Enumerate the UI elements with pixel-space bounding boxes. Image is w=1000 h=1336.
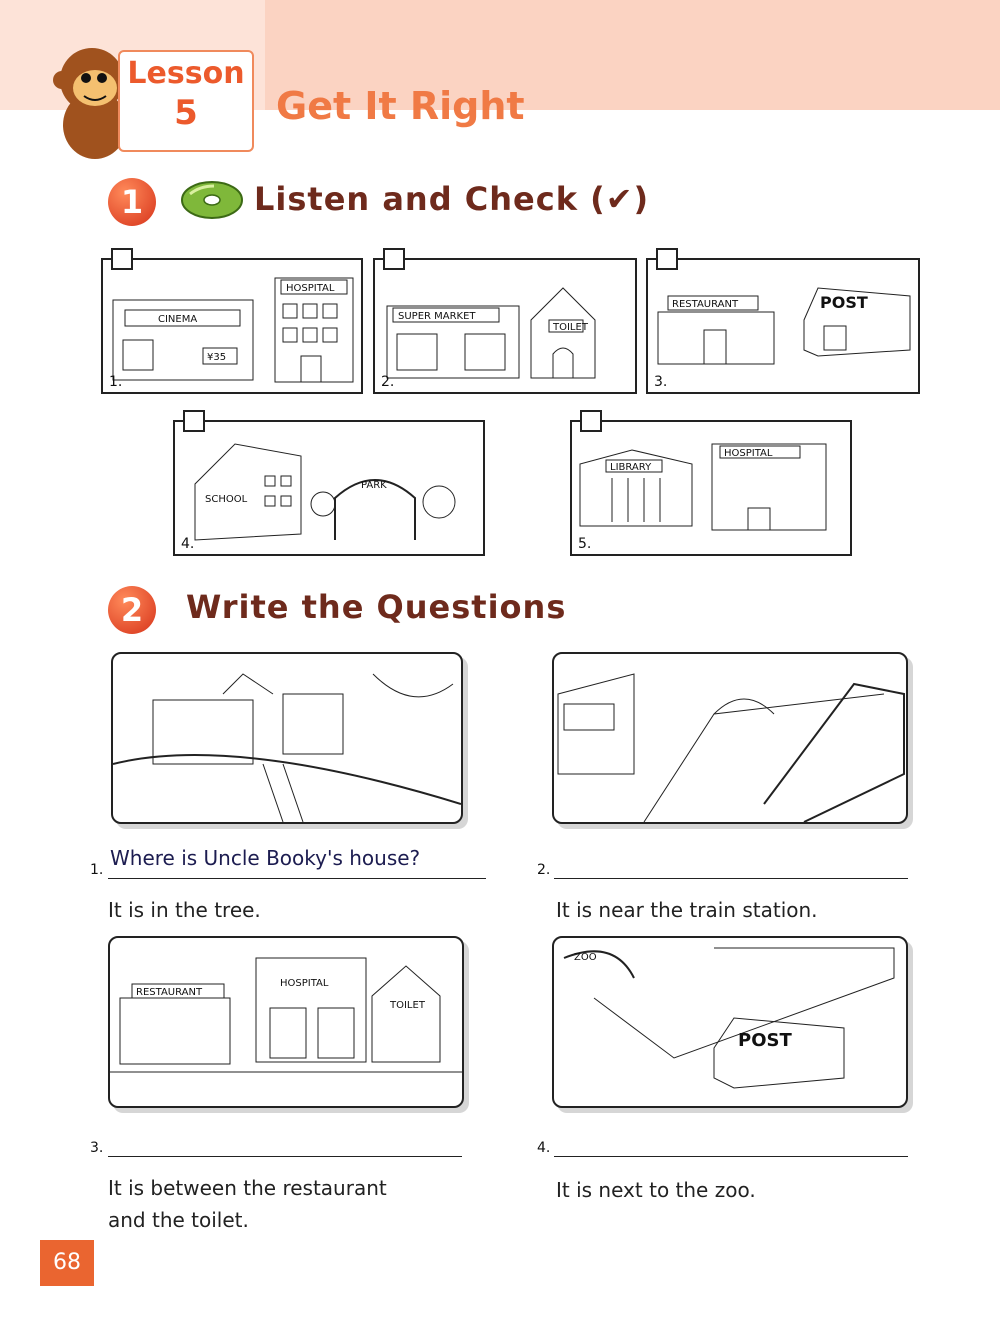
scene-sign-post: POST: [738, 1030, 792, 1051]
lesson-number: 5: [174, 93, 198, 133]
page-number: 68: [40, 1240, 94, 1286]
school-park-drawing: [175, 422, 483, 554]
listen-picture-3: [646, 258, 920, 394]
check-box-4[interactable]: [183, 410, 205, 432]
picture-2-number: 2.: [381, 374, 395, 390]
answer-4: It is next to the zoo.: [556, 1178, 756, 1202]
scene-sign-restaurant: RESTAURANT: [136, 987, 203, 998]
picture-1-number: 1.: [109, 374, 123, 390]
question-4-line[interactable]: [554, 1156, 908, 1157]
sign-restaurant: RESTAURANT: [672, 299, 739, 310]
sign-hospital: HOSPITAL: [286, 283, 335, 294]
scene-sign-hospital: HOSPITAL: [280, 978, 329, 989]
sign-post: POST: [820, 293, 868, 312]
question-2-number: 2.: [537, 862, 551, 878]
sign-hospital-2: HOSPITAL: [724, 448, 773, 459]
sign-cinema: CINEMA: [158, 314, 198, 325]
cd-audio-icon: [180, 178, 244, 222]
library-hospital-drawing: [572, 422, 850, 554]
picture-3-number: 3.: [654, 374, 668, 390]
picture-4-number: 4.: [181, 536, 195, 552]
scene-train-station: [552, 652, 908, 824]
scene-tree-house: [111, 652, 463, 824]
lesson-badge: [118, 50, 254, 152]
restaurant-hospital-toilet-drawing: [110, 938, 462, 1106]
section-2-title: Write the Questions: [186, 588, 567, 626]
sign-supermarket: SUPER MARKET: [398, 311, 476, 322]
sign-park: PARK: [361, 480, 387, 491]
lesson-label: Lesson: [127, 56, 245, 91]
tree-house-drawing: [113, 654, 461, 822]
scene-restaurant-hospital-toilet: [108, 936, 464, 1108]
restaurant-post-drawing: [648, 260, 918, 392]
section-2-number: 2: [108, 586, 156, 634]
section-1-number: 1: [108, 178, 156, 226]
answer-3-line1: It is between the restaurant: [108, 1176, 387, 1200]
cinema-hospital-drawing: [103, 260, 361, 392]
question-1-text: Where is Uncle Booky's house?: [110, 846, 421, 870]
question-4-number: 4.: [537, 1140, 551, 1156]
supermarket-toilet-drawing: [375, 260, 635, 392]
sign-library: LIBRARY: [610, 462, 652, 473]
train-station-drawing: [554, 654, 906, 822]
section-1-title: Listen and Check (✔): [254, 180, 650, 218]
picture-5-number: 5.: [578, 536, 592, 552]
scene-sign-zoo: ZOO: [574, 952, 597, 963]
check-box-5[interactable]: [580, 410, 602, 432]
listen-picture-2: [373, 258, 637, 394]
question-3-line[interactable]: [108, 1156, 462, 1157]
answer-2: It is near the train station.: [556, 898, 818, 922]
check-box-3[interactable]: [656, 248, 678, 270]
page-title: Get It Right: [276, 84, 525, 128]
answer-3-line2: and the toilet.: [108, 1208, 249, 1232]
sign-price: ¥35: [207, 352, 227, 363]
listen-picture-4: [173, 420, 485, 556]
listen-picture-5: [570, 420, 852, 556]
question-1-number: 1.: [90, 862, 104, 878]
zoo-post-drawing: [554, 938, 906, 1106]
scene-zoo-post: [552, 936, 908, 1108]
answer-1: It is in the tree.: [108, 898, 261, 922]
scene-sign-toilet: TOILET: [390, 1000, 425, 1011]
question-3-number: 3.: [90, 1140, 104, 1156]
listen-picture-1: [101, 258, 363, 394]
question-2-line[interactable]: [554, 878, 908, 879]
question-1-line: [108, 878, 486, 879]
sign-toilet: TOILET: [553, 322, 588, 333]
check-box-1[interactable]: [111, 248, 133, 270]
sign-school: SCHOOL: [205, 494, 248, 505]
check-box-2[interactable]: [383, 248, 405, 270]
